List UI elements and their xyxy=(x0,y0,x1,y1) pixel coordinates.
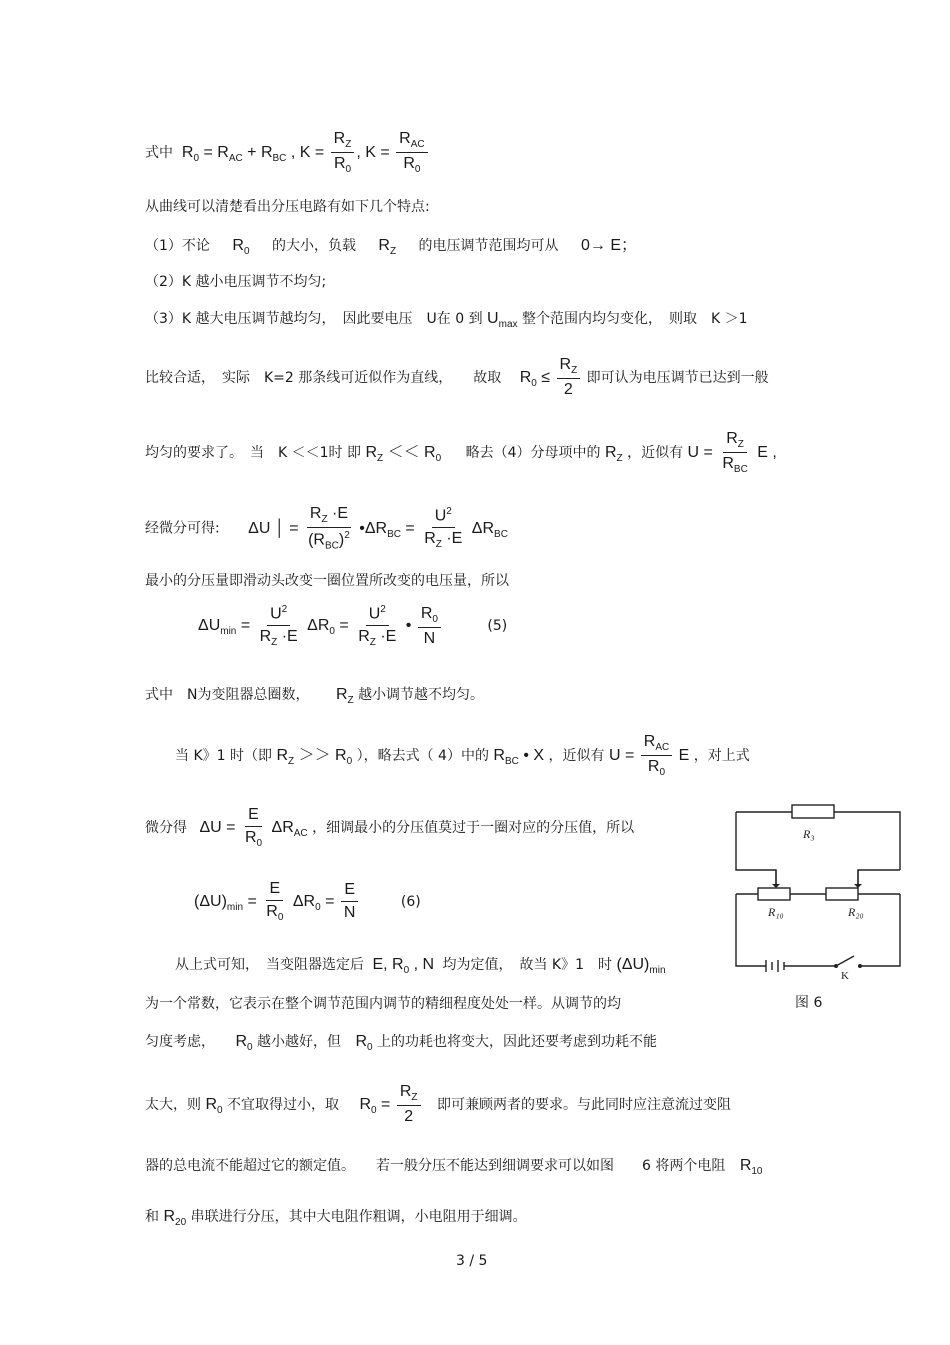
paragraph-line: 微分得 ΔU = $\frac{E}{R_0}$ $\Delta R_{AC}$ ，细调最小的分压值莫过于一圈对应的分压值，所以 xyxy=(145,806,635,850)
paragraph-line: 当 K》1 时（即 $R_Z >> R_0$ ），略去式（ 4）中的 $R_{BC}$ • X ，近似有 U = $\frac{R_{AC}}{R_0}$ E ，对上式 xyxy=(175,733,750,779)
r20-label: R₂₀ xyxy=(848,905,864,919)
circuit-diagram xyxy=(728,798,908,980)
paragraph-line: 器的总电流不能超过它的额定值。 若一般分压不能达到细调要求可以如图 6 将两个电阻 $R_{10}$ xyxy=(145,1157,763,1178)
paragraph-line: 匀度考虑， $R_0$ 越小越好，但 $R_0$ 上的功耗也将变大，因此还要考虑到功耗不能 xyxy=(145,1033,658,1054)
equation-5: $\Delta U_{min}$ = $\frac{U^2}{R_Z \cdot E}$ $\Delta R_0$ = $\frac{U^2}{R_Z \cdot E}$ • $\frac{R_0}{N}$ (5) xyxy=(198,604,508,649)
paragraph-line: 经微分可得: ΔU │ = $\frac{R_Z \cdot E}{(R_{BC})^2}$ $•\Delta R_{BC}$ = $\frac{U^2}{R_Z \cdot E}$ $\Delta R_{BC}$ xyxy=(145,505,508,552)
paragraph-line: （2）K 越小电压调节不均匀; xyxy=(145,274,327,290)
formula-line-1 xyxy=(145,130,430,175)
formula: $R_0 = R_{AC} + R_{BC}$ , K = $\frac{R_Z}{R_0}$ , K = $\frac{R_{AC}}{R_0}$ xyxy=(177,144,429,161)
paragraph-line: 均匀的要求了。 当 K ＜＜1时 即 $R_Z << R_0$ 略去（4）分母项中的 $R_Z$ ，近似有 U = $\frac{R_Z}{R_{BC}}$ E , xyxy=(145,430,777,476)
paragraph-line: 最小的分压量即滑动头改变一圈位置所改变的电压量，所以 xyxy=(145,573,509,589)
paragraph-line: 从曲线可以清楚看出分压电路有如下几个特点: xyxy=(145,199,430,215)
paragraph-line: 比较合适， 实际 K=2 那条线可近似作为直线， 故取 $R_0$ ≤ $\frac{R_Z}{2}$ 即可认为电压调节已达到一般 xyxy=(145,356,769,399)
equation-6: $(\Delta U)_{min}$ = $\frac{E}{R_0}$ $\Delta R_0$ = $\frac{E}{N}$ (6) xyxy=(194,880,421,924)
page-number: 3 / 5 xyxy=(456,1253,488,1269)
paragraph-line: 式中 N为变阻器总圈数， $R_Z$ 越小调节越不均匀。 xyxy=(145,686,485,707)
paragraph-line: 太大，则 $R_0$ 不宜取得过小，取 $R_0$ = $\frac{R_Z}{2}$ 即可兼顾两者的要求。与此同时应注意流过变阻 xyxy=(145,1083,731,1126)
paragraph-line: 为一个常数，它表示在整个调节范围内调节的精细程度处处一样。从调节的均 xyxy=(145,996,621,1012)
paragraph-line: 从上式可知， 当变阻器选定后 E, $R_0$ , N 均为定值， 故当 K》1 时 $(\Delta U)_{min}$ xyxy=(175,956,666,977)
r3-label: R₃ xyxy=(803,827,815,841)
paragraph-line: （3）K 越大电压调节越均匀， 因此要电压 U在 0 到 $U_{max}$ 整个范围内均匀变化， 则取 K ＞1 xyxy=(145,310,748,331)
switch-label: K xyxy=(841,970,849,980)
paragraph-line: 和 $R_{20}$ 串联进行分压，其中大电阻作粗调，小电阻用于细调。 xyxy=(145,1208,527,1229)
figure-caption: 图 6 xyxy=(795,995,823,1011)
paragraph-line: （1）不论 $R_0$ 的大小，负载 $R_Z$ 的电压调节范围均可从 0→ E； xyxy=(145,237,638,258)
text: 式中 xyxy=(145,144,173,161)
r10-label: R₁₀ xyxy=(768,905,784,919)
